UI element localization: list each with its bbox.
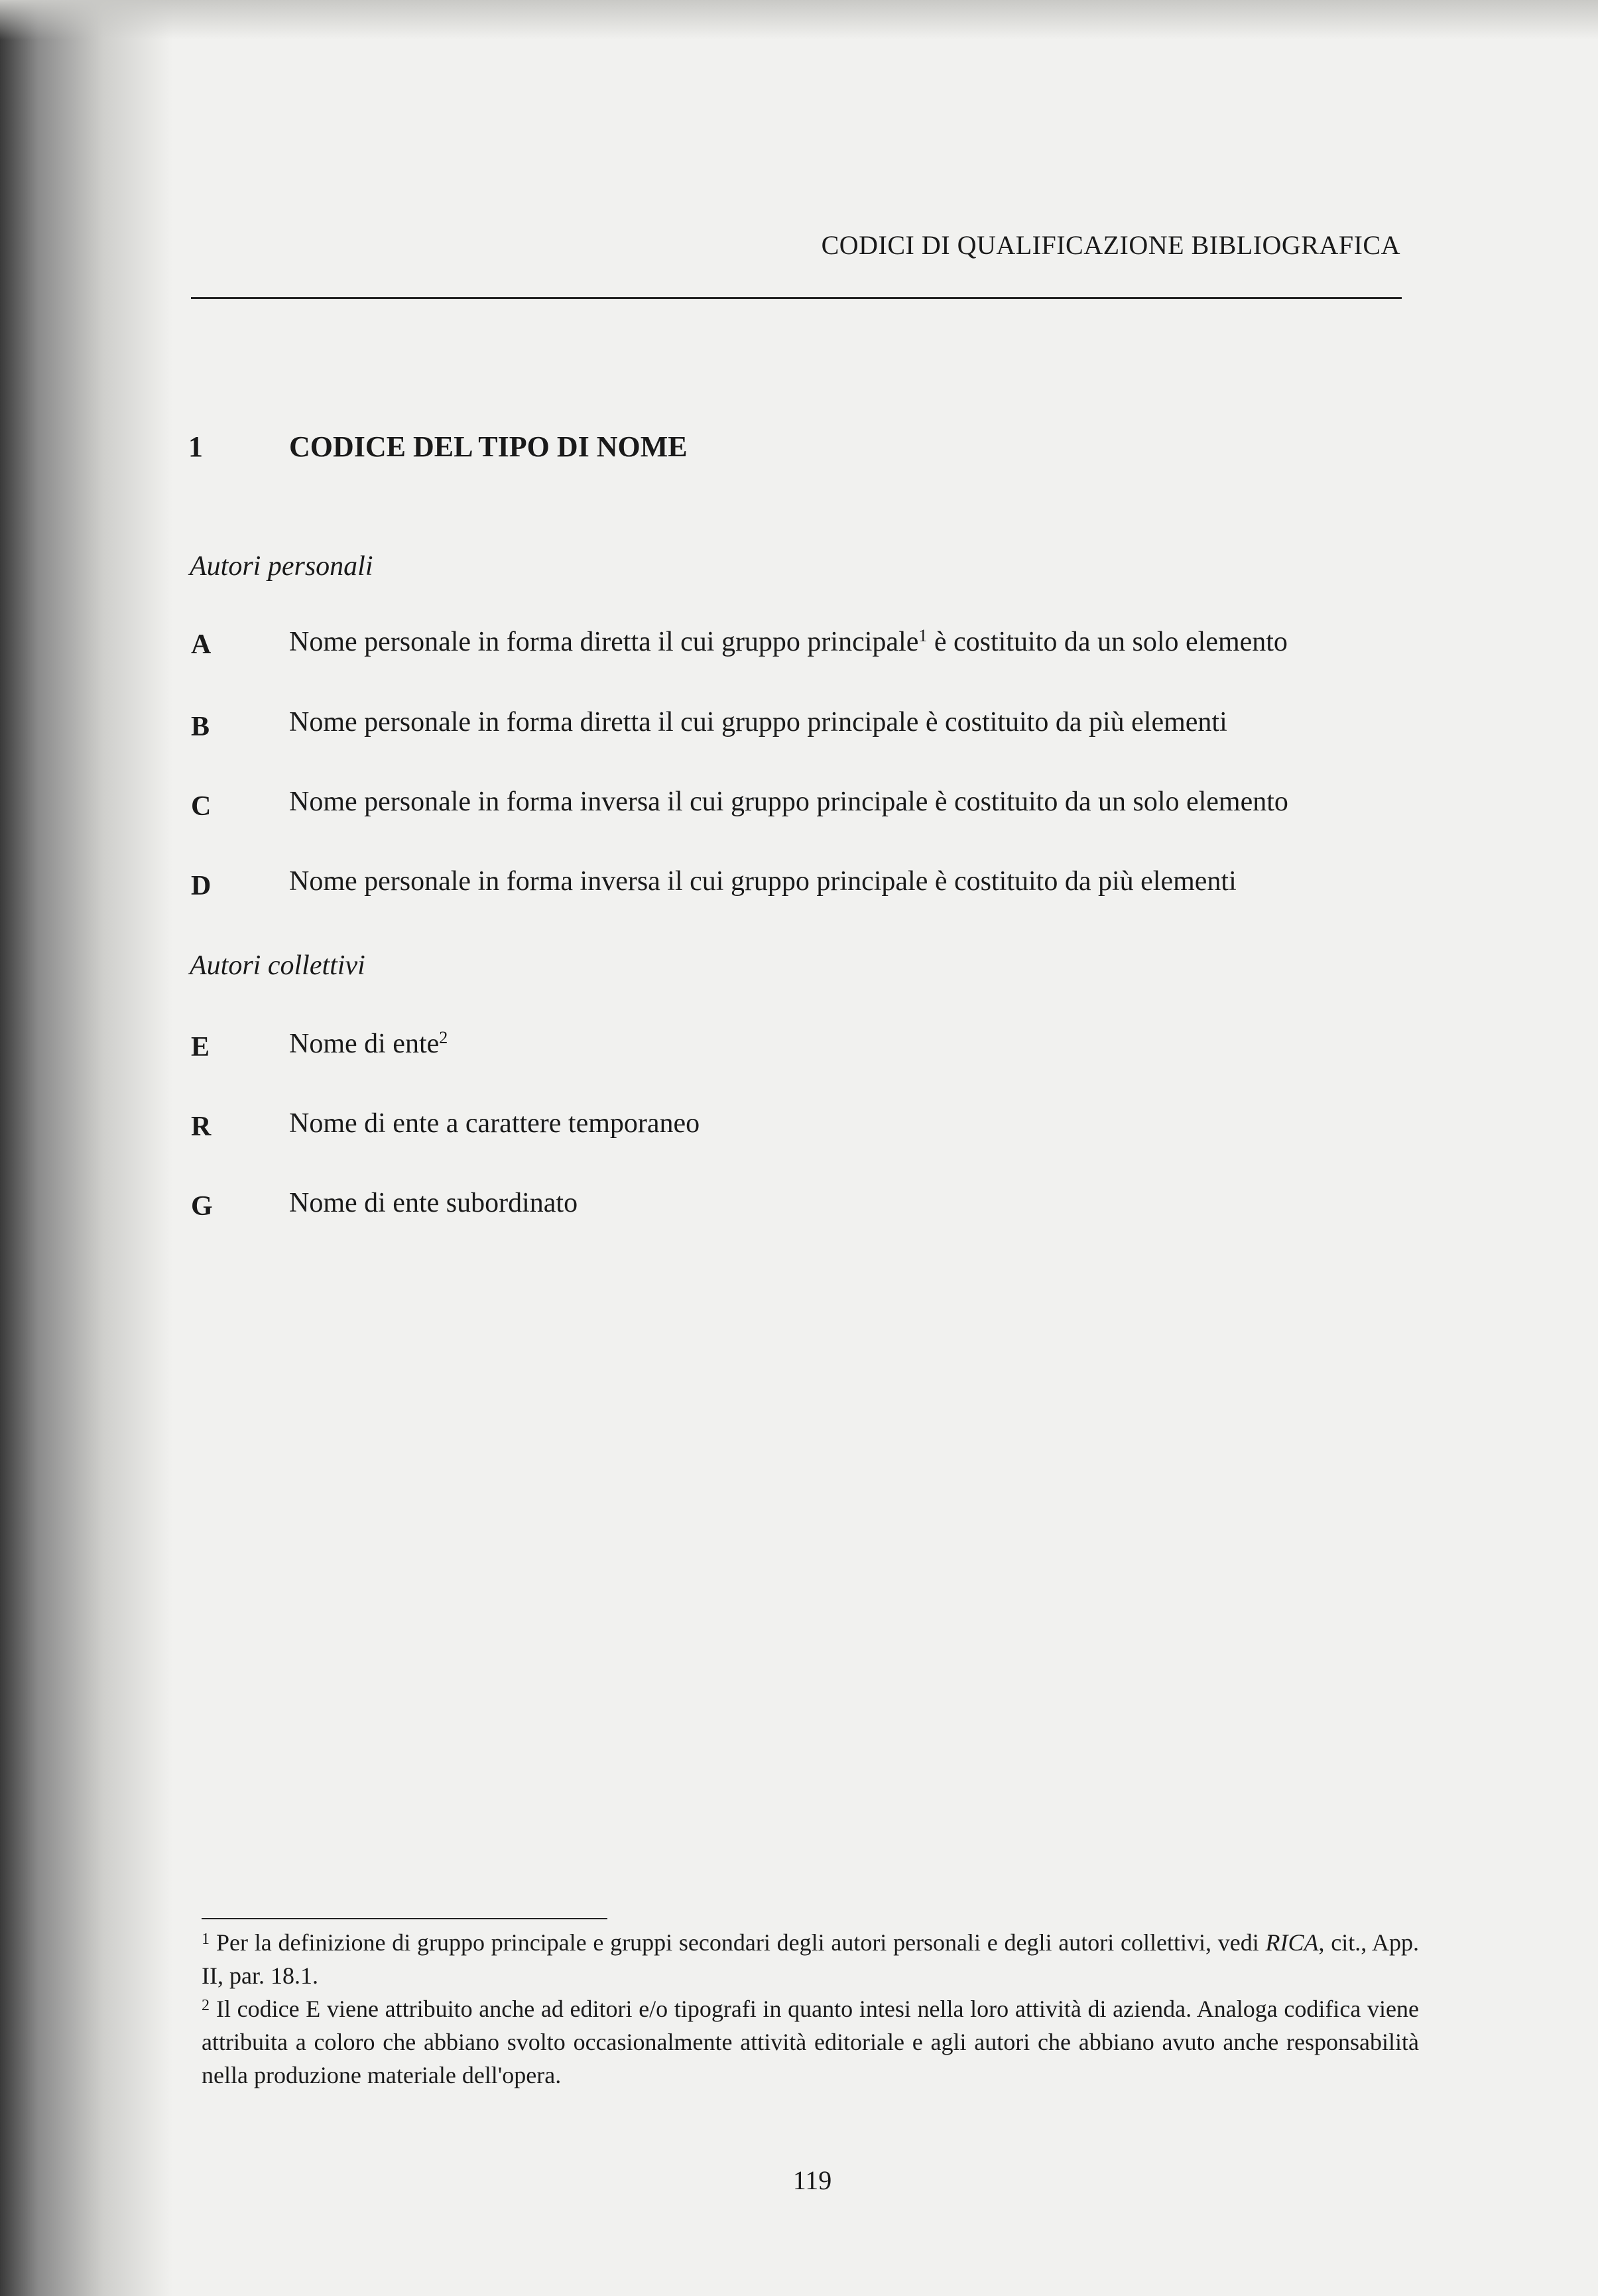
footnote-rule <box>202 1918 607 1919</box>
footnotes <box>202 1926 1419 2092</box>
code-description: Nome di ente subordinato <box>289 1188 578 1218</box>
header-rule <box>191 297 1402 299</box>
page-top-shadow <box>0 0 1598 40</box>
footnote-1: $^1$ Per la definizione di gruppo principale e gruppi secondari degli autori personali e degli autori collettivi, vedi RICA, cit., App. II, par. 18.1. <box>202 1929 1420 1989</box>
page-gutter-shadow <box>0 0 172 2296</box>
group-title-corporate-authors: Autori collettivi <box>190 950 365 981</box>
section-number: 1 <box>188 430 203 463</box>
footnote-citation: RICA <box>1265 1929 1319 1956</box>
code-letter: C <box>191 791 212 822</box>
code-description: Nome personale in forma inversa il cui gruppo principale è costituito da un solo elemento <box>289 787 1288 817</box>
code-letter: A <box>191 629 212 660</box>
section-title: CODICE DEL TIPO DI NOME <box>289 430 688 463</box>
code-letter: R <box>191 1112 212 1142</box>
code-description: Nome personale in forma inversa il cui gruppo principale è costituito da più elementi <box>289 866 1237 897</box>
code-letter: E <box>191 1032 210 1062</box>
code-description: Nome di ente a carattere temporaneo <box>289 1108 700 1139</box>
code-letter: G <box>191 1191 213 1222</box>
code-letter: B <box>191 712 210 742</box>
footnote-2: $^2$ Il codice E viene attribuito anche ad editori e/o tipografi in quanto intesi nella loro attività di azienda. Analoga codifica viene attribuita a coloro che abbiano svolto occasionalmente attività editoriale e agli autori che abbiano avuto anche responsabilità nella produzione materiale dell'opera. <box>202 1996 1419 2088</box>
code-letter: D <box>191 871 212 901</box>
code-description: Nome personale in forma diretta il cui gruppo principale$^1$ è costituito da un solo elemento <box>289 626 1288 657</box>
code-description: Nome personale in forma diretta il cui gruppo principale è costituito da più elementi <box>289 707 1227 737</box>
code-description: Nome di ente$^2$ <box>289 1028 448 1059</box>
footnote-mark: 1 <box>202 1931 210 1948</box>
footnote-mark: 2 <box>202 1997 210 2014</box>
running-head: CODICI DI QUALIFICAZIONE BIBLIOGRAFICA <box>821 230 1400 260</box>
page-number: 119 <box>792 2165 832 2195</box>
group-title-personal-authors: Autori personali <box>190 551 373 582</box>
footnote-ref: 1 <box>918 626 928 645</box>
footnote-ref: 2 <box>439 1028 448 1047</box>
